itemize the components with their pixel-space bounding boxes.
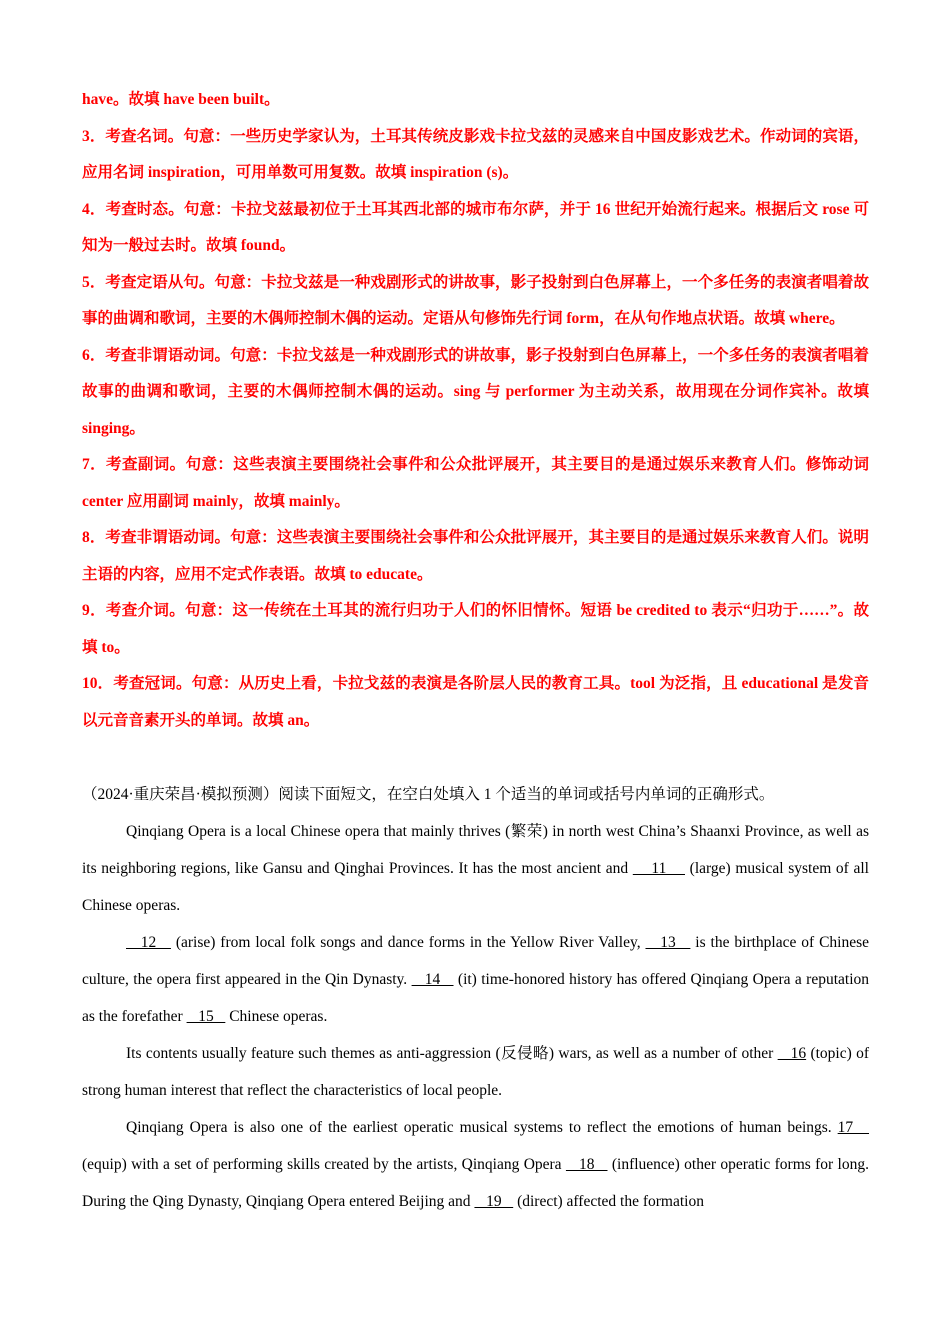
paragraph-text: (arise) from local folk songs and dance forms in the Yellow River Valley,	[170, 934, 646, 951]
document-content	[82, 82, 869, 1220]
exercise-instruction: （2024·重庆荣昌·模拟预测）阅读下面短文，在空白处填入 1 个适当的单词或括号内单词的正确形式。	[82, 786, 775, 803]
paragraph-text: Qinqiang Opera is a local Chinese opera that mainly thrives (繁荣) in north west China’s Shaanxi Province, as well as its neighboring regions, like Gansu and Qinghai Provinces. It has the most ancient and	[82, 823, 869, 877]
answer-3: 3．考查名词。句意：一些历史学家认为，土耳其传统皮影戏卡拉戈兹的灵感来自中国皮影戏艺术。作动词的宾语，应用名词 inspiration，可用单数可用复数。故填 inspiration (s)。	[82, 127, 869, 181]
blank-17: 17	[837, 1119, 870, 1136]
answer-line: have。故填 have been built。	[82, 91, 280, 108]
blank-18: 18	[565, 1156, 608, 1173]
passage-paragraph-2	[82, 924, 869, 1035]
answer-5: 5．考查定语从句。句意：卡拉戈兹是一种戏剧形式的讲故事，影子投射到白色屏幕上，一个多任务的表演者唱着故事的曲调和歌词，主要的木偶师控制木偶的运动。定语从句修饰先行词 form，在从句作地点状语。故填 where。	[82, 273, 869, 327]
paragraph-text: (large) musical system of all Chinese operas.	[82, 860, 869, 914]
answer-8: 8．考查非谓语动词。句意：这些表演主要围绕社会事件和公众批评展开，其主要目的是通过娱乐来教育人们。说明主语的内容，应用不定式作表语。故填 to educate。	[82, 529, 869, 583]
answer-7: 7．考查副词。句意：这些表演主要围绕社会事件和公众批评展开，其主要目的是通过娱乐来教育人们。修饰动词 center 应用副词 mainly，故填 mainly。	[82, 456, 869, 510]
paragraph-text: (influence) other operatic forms for long. During the Qing Dynasty, Qinqiang Opera entered Beijing and	[82, 1156, 869, 1210]
blank-12: 12	[126, 934, 171, 951]
answer-10: 10．考查冠词。句意：从历史上看，卡拉戈兹的表演是各阶层人民的教育工具。tool 为泛指，且 educational 是发音以元音音素开头的单词。故填 an。	[82, 675, 869, 729]
section-gap	[82, 739, 869, 777]
passage-paragraph-3	[82, 1035, 869, 1109]
paragraph-text: (it) time-honored history has offered Qinqiang Opera a reputation as the forefather	[82, 971, 870, 1025]
blank-19: 19	[474, 1193, 514, 1210]
paragraph-text: Its contents usually feature such themes as anti-aggression (反侵略) wars, as well as a number of other	[126, 1045, 778, 1062]
paragraph-text: (direct) affected the formation	[513, 1193, 704, 1210]
blank-15: 15	[186, 1008, 226, 1025]
paragraph-text: (topic) of strong human interest that reflect the characteristics of local people.	[82, 1045, 870, 1099]
passage-paragraph-1	[82, 813, 869, 924]
paragraph-text: is the birthplace of Chinese culture, the opera first appeared in the Qin Dynasty.	[82, 934, 870, 988]
paragraph-text: (equip) with a set of performing skills created by the artists, Qinqiang Opera	[82, 1156, 566, 1173]
paragraph-text: Chinese operas.	[225, 1008, 328, 1025]
passage-paragraph-4	[82, 1109, 869, 1220]
answer-4: 4．考查时态。句意：卡拉戈兹最初位于土耳其西北部的城市布尔萨，并于 16 世纪开始流行起来。根据后文 rose 可知为一般过去时。故填 found。	[82, 200, 869, 254]
answer-9: 9．考查介词。句意：这一传统在土耳其的流行归功于人们的怀旧情怀。短语 be credited to 表示“归功于……”。故填 to。	[82, 602, 869, 656]
blank-11: 11	[632, 860, 685, 877]
blank-14: 14	[411, 971, 454, 988]
blank-13: 13	[645, 934, 691, 951]
blank-16: 16	[777, 1045, 807, 1062]
paragraph-text: Qinqiang Opera is also one of the earliest operatic musical systems to reflect the emotions of human beings.	[126, 1119, 838, 1136]
answer-6: 6．考查非谓语动词。句意：卡拉戈兹是一种戏剧形式的讲故事，影子投射到白色屏幕上，一个多任务的表演者唱着故事的曲调和歌词，主要的木偶师控制木偶的运动。sing 与 performer 为主动关系，故用现在分词作宾补。故填 singing。	[82, 346, 869, 437]
